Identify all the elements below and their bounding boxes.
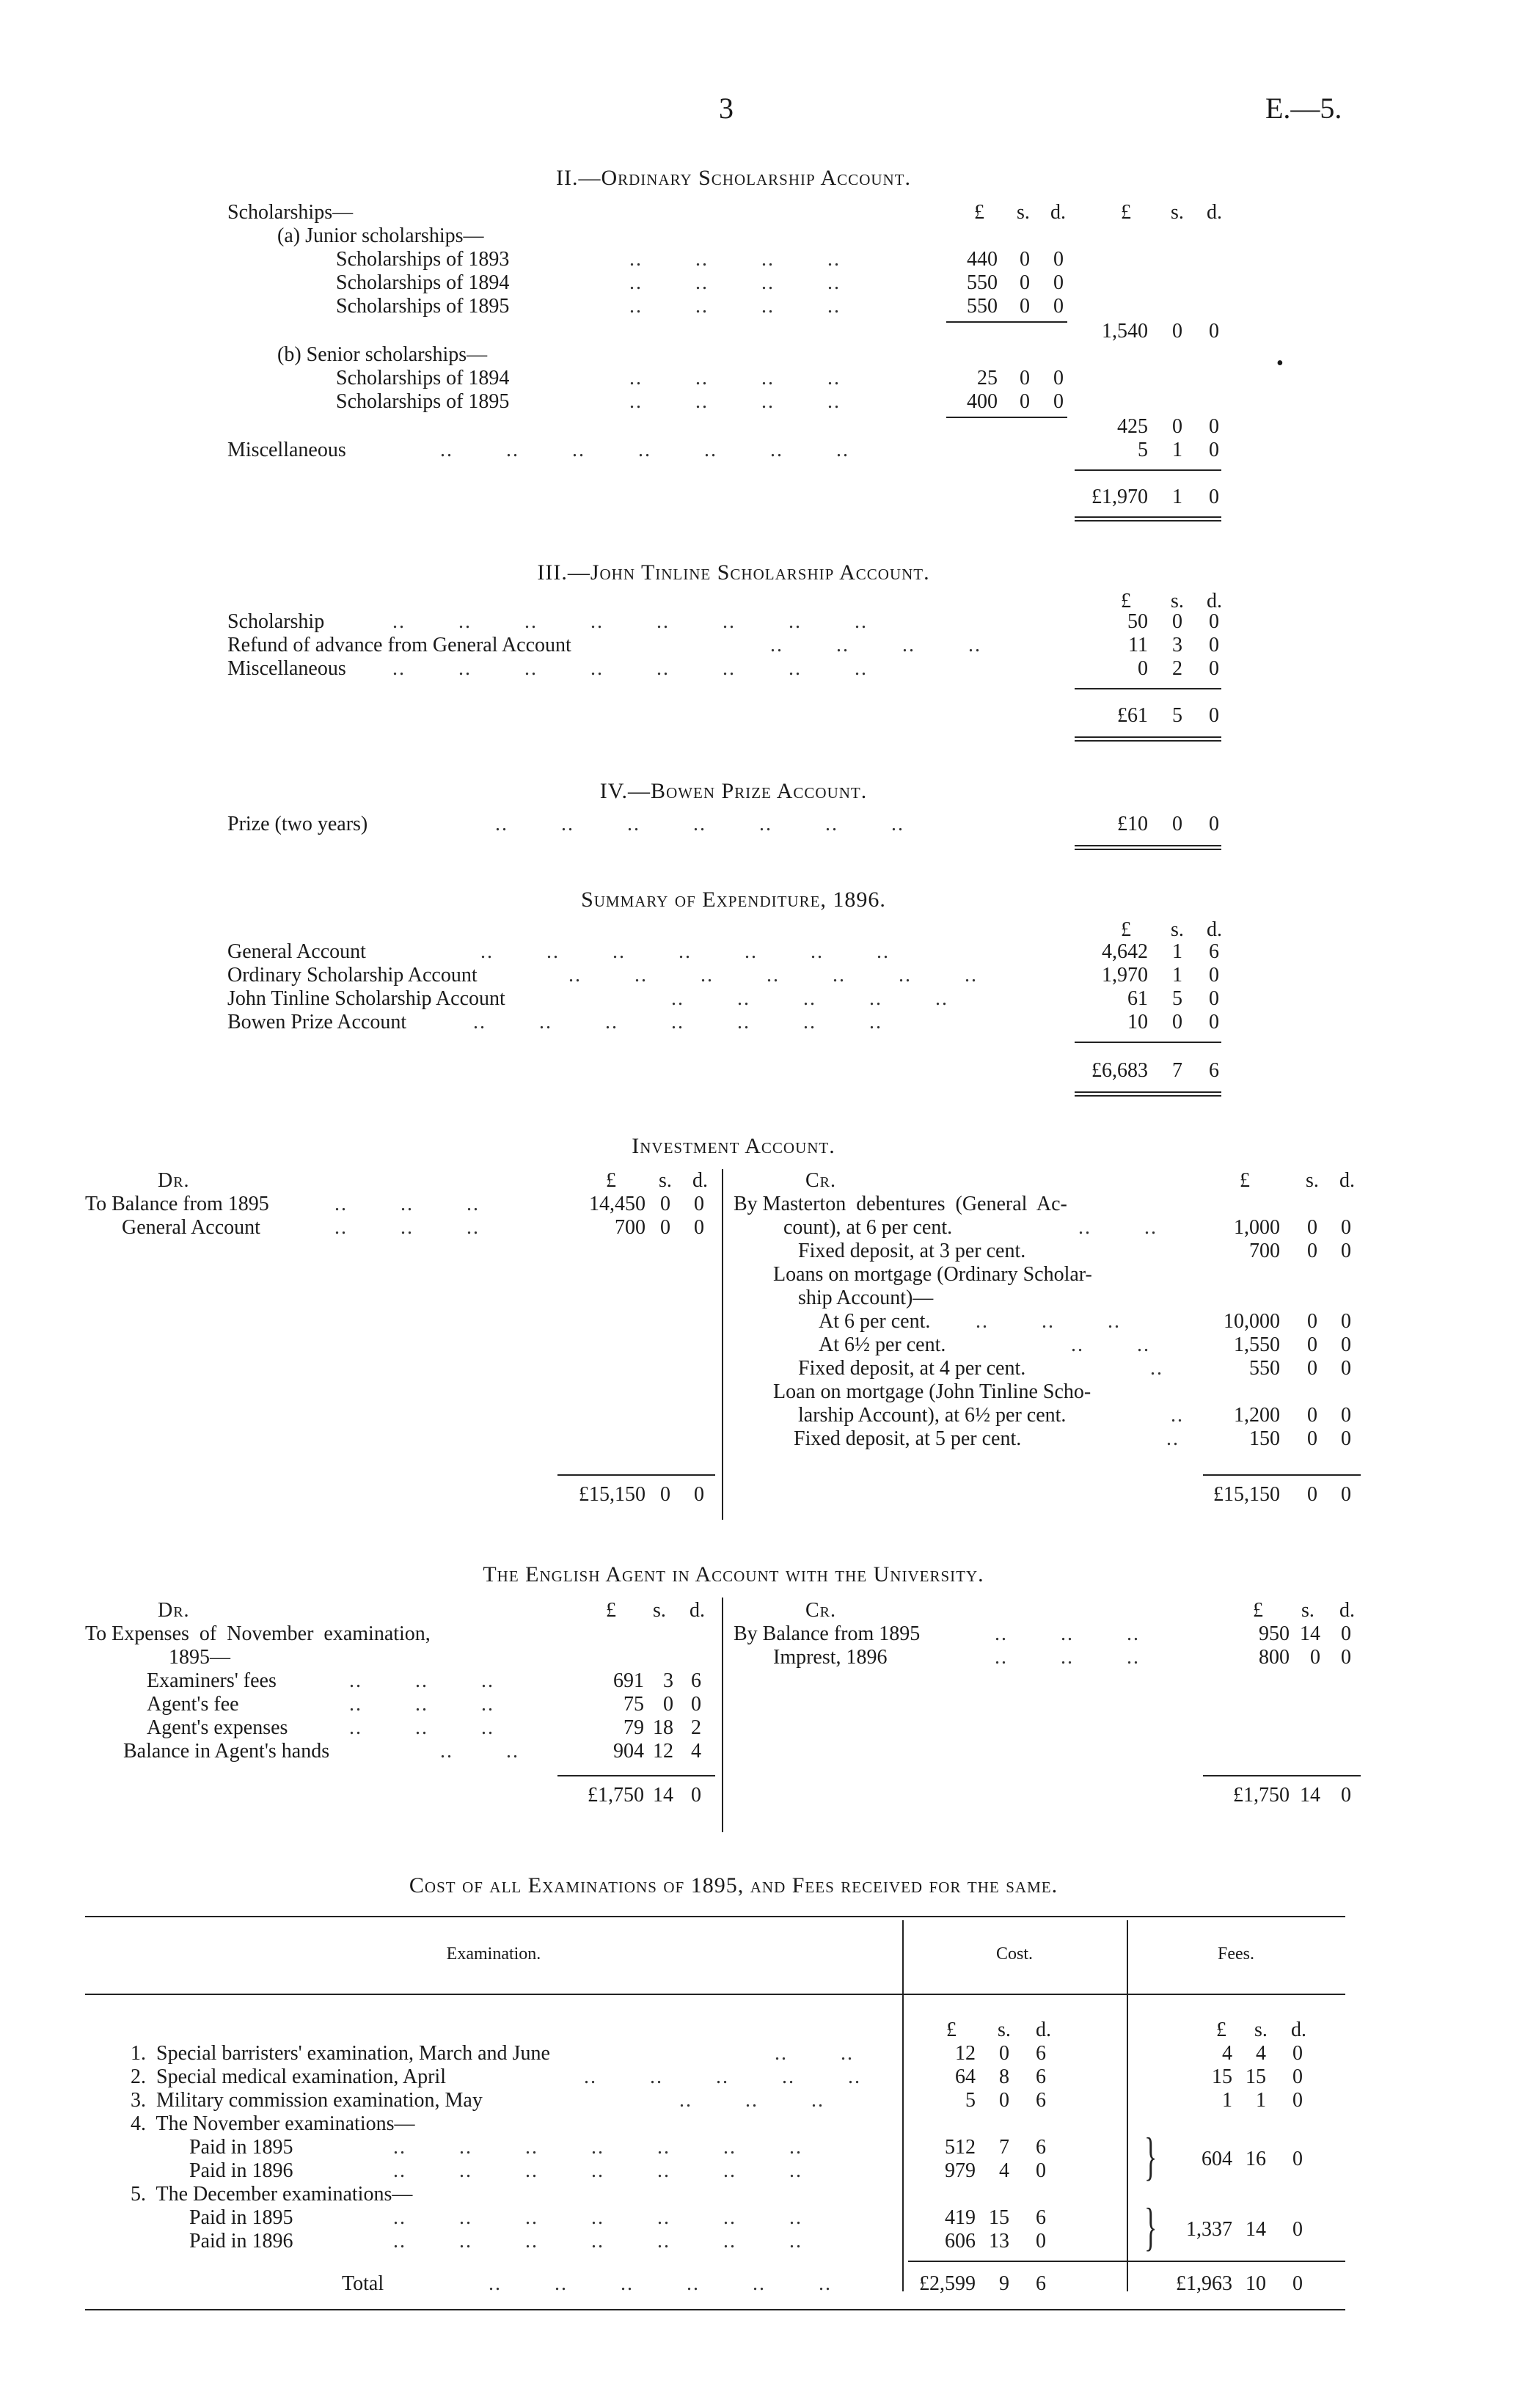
exam-row-fees-pence: 0: [1292, 2065, 1303, 2088]
agent-dr-total-pence: 0: [691, 1784, 701, 1807]
inv-dr-total-shillings: 0: [660, 1483, 670, 1506]
senior-row-pounds: 400: [967, 390, 998, 413]
exam-row-cost-shillings: 0: [999, 2042, 1009, 2065]
senior-total-shillings: 0: [1172, 415, 1182, 438]
summary-row-pence: 0: [1209, 987, 1219, 1010]
exam-row-fees-shillings: 1: [1256, 2089, 1266, 2112]
inv-cr-total-pence: 0: [1341, 1483, 1351, 1506]
inv-cr-line: Loan on mortgage (John Tinline Scho-: [773, 1380, 1091, 1403]
col-pounds-header: £: [1240, 1169, 1250, 1192]
col-pence-header: d.: [1291, 2019, 1306, 2041]
inv-cr-pounds: 550: [1249, 1357, 1280, 1380]
col-pounds-header: £: [1253, 1599, 1263, 1622]
agent-dr-total-shillings: 14: [653, 1784, 673, 1807]
agent-dr-total-pounds: £1,750: [588, 1784, 644, 1807]
agent-cr-total-shillings: 14: [1300, 1784, 1320, 1807]
summary-row-shillings: 5: [1172, 987, 1182, 1010]
header-cost: Cost.: [995, 1944, 1033, 1964]
agent-cr-row-pence: 0: [1341, 1622, 1351, 1645]
total-cost-pence: 6: [1036, 2272, 1046, 2295]
senior-row-label: Scholarships of 1895: [336, 390, 510, 413]
agent-cr-row-label: Imprest, 1896: [773, 1646, 888, 1669]
agent-dr-heading: 1895—: [169, 1646, 230, 1669]
col-pence-header: d.: [692, 1169, 708, 1192]
agent-dr-row-label: Agent's expenses: [147, 1716, 288, 1739]
double-rule: [1075, 845, 1221, 850]
tinline-row-pounds: 11: [1128, 634, 1148, 656]
summary-total-shillings: 7: [1172, 1059, 1182, 1082]
inv-cr-pounds: 150: [1249, 1427, 1280, 1450]
december-label: 5. The December examinations—: [131, 2183, 413, 2206]
dec-row-cost-pounds: 419: [945, 2206, 976, 2229]
summary-row-label: General Account: [227, 940, 366, 963]
inv-cr-line: Fixed deposit, at 4 per cent.: [798, 1357, 1026, 1380]
section-title-tinline: III.—John Tinline Scholarship Account.: [537, 560, 930, 585]
col-pounds-header: £: [606, 1169, 616, 1192]
summary-row-shillings: 1: [1172, 940, 1182, 963]
col-pence-header: d.: [690, 1599, 705, 1622]
agent-cr-row-pence: 0: [1341, 1646, 1351, 1669]
senior-row-pence: 0: [1053, 390, 1064, 413]
junior-row-shillings: 0: [1020, 295, 1030, 318]
inv-cr-pence: 0: [1341, 1240, 1351, 1262]
agent-dr-heading: To Expenses of November examination,: [85, 1622, 431, 1645]
col-shillings-header: s.: [1306, 1169, 1319, 1192]
inv-dr-row-shillings: 0: [660, 1216, 670, 1239]
total-rule: [557, 1474, 715, 1476]
inv-dr-row-pounds: 14,450: [589, 1193, 646, 1215]
table-column-divider: [902, 1920, 904, 2291]
col-pence-header: d.: [1050, 201, 1066, 224]
total-rule: [557, 1775, 715, 1776]
scholarships-label: Scholarships—: [227, 201, 354, 224]
brace-icon: }: [1144, 2197, 1158, 2256]
inv-cr-total-shillings: 0: [1307, 1483, 1317, 1506]
document-page: 3 E.—5. II.—Ordinary Scholarship Account. £ s. d. £ s. d. Scholarships— (a) Junior scholarships— Scholarships of 1893 .. .. .. .. 440 0 0 Scholarships of 1894 .. .. .. .. 550 0 0 Scholarships of 1895 .. .. .. .. 550 0 0 1,540 0 0 (b) Senior scholarships— • Scholarships of 1894 .. .. .. .. 25 0 0 Scholarships of 1895 .. .. .. .. 400 0 0 425 0 0 Miscellaneous .. .. .. .. .. .. .. 5 1 0 £1,970 1 0 III.—John Tinline Scholarship Account. £ s. d. Scholarship .. .. .. .. .. .. .. .. 50 0 0 Refund of advance from General Account .. .. .. .. 11 3 0 Miscellaneous .. .. .. .. .. .. .. .. 0 2 0 £61 5 0 IV.—Bowen Prize Account. Prize (two years) .. .. .. .. .. .. .. £10 0 0 Summary of Expenditure, 1896. £ s. d. General Account .. .. .. .. .. .. .. 4,642 1 6 Ordinary Scholarship Account .. .. .. .. .. .. .. 1,970 1 0 John Tinline Scholarship Account .. .. .. .. .. 61 5 0 Bowen Prize Account .. .. .. .. .. .. .. 10 0 0 £6,683 7 6 Investment Account. Dr. £ s. d. To Balance from 1895 .. .. .. 14,450 0 0 General Account .. .. .. 700 0 0 £15,150 0 0 Cr. £ s. d. By Masterton debentures (General Ac- count), at 6 per cent. .. .. 1,000 0 0 Fixed deposit, at 3 per cent. 700 0 0 Loans on mortgage (Ordinary Scholar- ship Account)— At 6 per cent. .. .. .. 10,000 0 0 At 6½ per cent. .. .. 1,550 0 0 Fixed deposit, at 4 per cent. .. 550 0 0 Loan on mortgage (John Tinline Scho- larship Account), at 6½ per cent. .. 1,200 0 0 Fixed deposit, at 5 per cent. .. 150 0 0 £15,150 0 0 The English Agent in Account with the University. Dr. £ s. d. To Expenses of November examination, 1895— Examiners' fees .. .. .. 691 3 6 Agent's fee .. .. .. 75 0 0 Agent's expenses .. .. .. 79 18 2 Balance in Agent's hands .. .. 904 12 4 £1,750 14 0 Cr. £ s. d. By Balance from 1895 .. .. .. 950 14 0 Imprest, 1896 .. .. .. 800 0 0 £1,750 14 0 Cost of all Examinations of 1895, and Fees received for the same. Examination. Cost. Fees. £ s. d. £ s. d. 1. Special barristers' examination, March and June .. .. 12 0 6 4 4 0 2. Special medical examination, April .. .. .. .. .. 64 8 6 15 15 0 3. Military commission examination, May .. .. .. 5 0 6 1 1 0 4. The November examinations— Paid in 1895 .. .. .. .. .. .. .. 512 7 6 Paid in 1896 .. .. .. .. .. .. .. 979 4 0 } 604 16 0 5. The December examinations— Paid in 1895 .. .. .. .. .. .. .. 419 15 6 Paid in 1896 .. .. .. .. .. .. .. 606 13 0 } 1,337 14 0 Total .. .. .. .. .. .. £2,599 9 6 £1,963 10 0: [0, 0, 1525, 2408]
nov-fees-pence: 0: [1292, 2148, 1303, 2170]
subtotal-rule: [946, 321, 1067, 323]
misc-label: Miscellaneous: [227, 439, 346, 461]
tinline-row-pence: 0: [1209, 634, 1219, 656]
total-fees-pounds: £1,963: [1176, 2272, 1232, 2295]
agent-dr-row-pence: 6: [691, 1669, 701, 1692]
col-pence-header: d.: [1339, 1599, 1355, 1622]
agent-dr-row-label: Agent's fee: [147, 1693, 239, 1716]
dec-fees-pounds: 1,337: [1186, 2218, 1232, 2241]
inv-cr-shillings: 0: [1307, 1427, 1317, 1450]
tinline-row-shillings: 2: [1172, 657, 1182, 680]
senior-row-pounds: 25: [977, 367, 998, 389]
agent-cr-total-pence: 0: [1341, 1784, 1351, 1807]
brace-icon: }: [1144, 2127, 1158, 2186]
agent-cr-row-label: By Balance from 1895: [734, 1622, 921, 1645]
misc-shillings: 1: [1172, 439, 1182, 461]
summary-row-pounds: 1,970: [1102, 964, 1148, 987]
misc-pounds: 5: [1138, 439, 1148, 461]
inv-cr-total-pounds: £15,150: [1213, 1483, 1280, 1506]
dec-row-cost-shillings: 13: [989, 2230, 1009, 2253]
stray-mark: •: [1276, 352, 1284, 375]
dec-row-cost-pence: 0: [1036, 2230, 1046, 2253]
agent-cr-total-pounds: £1,750: [1233, 1784, 1290, 1807]
col-pence-header: d.: [1207, 201, 1222, 224]
senior-row-label: Scholarships of 1894: [336, 367, 510, 389]
tinline-row-label: Refund of advance from General Account: [227, 634, 571, 656]
inv-cr-pence: 0: [1341, 1333, 1351, 1356]
inv-dr-row-label: General Account: [122, 1216, 260, 1239]
debit-label: Dr.: [158, 1169, 190, 1192]
inv-cr-pounds: 10,000: [1224, 1310, 1280, 1333]
tinline-row-pence: 0: [1209, 610, 1219, 633]
dec-row-cost-shillings: 15: [989, 2206, 1009, 2229]
exam-row-cost-shillings: 8: [999, 2065, 1009, 2088]
summary-row-pence: 0: [1209, 1011, 1219, 1033]
inv-cr-pence: 0: [1341, 1216, 1351, 1239]
junior-row-pounds: 440: [967, 248, 998, 271]
dec-row-cost-pounds: 606: [945, 2230, 976, 2253]
summary-row-pence: 0: [1209, 964, 1219, 987]
inv-dr-row-label: To Balance from 1895: [85, 1193, 269, 1215]
col-shillings-header: s.: [1017, 201, 1030, 224]
header-fees: Fees.: [1218, 1944, 1254, 1964]
summary-row-label: Ordinary Scholarship Account: [227, 964, 478, 987]
nov-fees-pounds: 604: [1202, 2148, 1232, 2170]
section-title-investment: Investment Account.: [632, 1134, 835, 1158]
november-label: 4. The November examinations—: [131, 2112, 415, 2135]
section-title-agent: The English Agent in Account with the University.: [483, 1562, 984, 1587]
senior-row-pence: 0: [1053, 367, 1064, 389]
bowen-pounds: £10: [1117, 813, 1148, 835]
section-title-ordinary: II.—Ordinary Scholarship Account.: [555, 166, 912, 190]
exam-row-fees-pounds: 1: [1222, 2089, 1232, 2112]
inv-cr-shillings: 0: [1307, 1404, 1317, 1427]
agent-dr-row-shillings: 18: [653, 1716, 673, 1739]
debit-label: Dr.: [158, 1599, 190, 1622]
account-divider: [722, 1169, 723, 1520]
nov-row-cost-pounds: 512: [945, 2136, 976, 2159]
exam-row-cost-shillings: 0: [999, 2089, 1009, 2112]
col-pounds-header: £: [1121, 201, 1131, 224]
junior-total-pence: 0: [1209, 320, 1219, 343]
col-pence-header: d.: [1036, 2019, 1051, 2041]
exam-row-cost-pounds: 5: [965, 2089, 976, 2112]
col-shillings-header: s.: [1171, 201, 1184, 224]
nov-row-cost-pence: 0: [1036, 2159, 1046, 2182]
inv-cr-line: Fixed deposit, at 3 per cent.: [798, 1240, 1026, 1262]
junior-total-pounds: 1,540: [1102, 320, 1148, 343]
inv-dr-row-shillings: 0: [660, 1193, 670, 1215]
nov-fees-shillings: 16: [1246, 2148, 1266, 2170]
tinline-row-pence: 0: [1209, 657, 1219, 680]
summary-row-pounds: 4,642: [1102, 940, 1148, 963]
agent-dr-row-pounds: 904: [613, 1740, 644, 1763]
total-rule: [1075, 688, 1221, 689]
section-title-cost: Cost of all Examinations of 1895, and Fees received for the same.: [409, 1873, 1058, 1898]
exam-row-fees-shillings: 4: [1256, 2042, 1266, 2065]
section-title-summary: Summary of Expenditure, 1896.: [581, 888, 886, 912]
exam-row-cost-pence: 6: [1036, 2042, 1046, 2065]
total-cost-pounds: £2,599: [919, 2272, 976, 2295]
junior-row-label: Scholarships of 1894: [336, 271, 510, 294]
summary-total-pounds: £6,683: [1091, 1059, 1148, 1082]
col-pounds-header: £: [946, 2019, 957, 2041]
col-pence-header: d.: [1339, 1169, 1355, 1192]
inv-cr-pence: 0: [1341, 1310, 1351, 1333]
summary-row-pounds: 61: [1127, 987, 1148, 1010]
col-shillings-header: s.: [1254, 2019, 1268, 2041]
agent-dr-row-pence: 4: [691, 1740, 701, 1763]
tinline-total-pounds: £61: [1117, 704, 1148, 727]
header-rule: [85, 1994, 1345, 1995]
exam-row-fees-pence: 0: [1292, 2042, 1303, 2065]
col-pence-header: d.: [1207, 918, 1222, 941]
page-number: 3: [719, 92, 734, 125]
agent-dr-row-pounds: 79: [623, 1716, 644, 1739]
nov-row-cost-shillings: 4: [999, 2159, 1009, 2182]
ordinary-total-pence: 0: [1209, 486, 1219, 508]
agent-dr-row-pounds: 691: [613, 1669, 644, 1692]
account-divider: [722, 1598, 723, 1832]
inv-cr-line: By Masterton debentures (General Ac-: [734, 1193, 1067, 1215]
dec-fees-pence: 0: [1292, 2218, 1303, 2241]
junior-row-label: Scholarships of 1895: [336, 295, 510, 318]
exam-row-label: 2. Special medical examination, April: [131, 2065, 446, 2088]
col-shillings-header: s.: [659, 1169, 672, 1192]
inv-cr-shillings: 0: [1307, 1357, 1317, 1380]
bowen-row-label: Prize (two years): [227, 813, 368, 835]
nov-row-label: Paid in 1896: [189, 2159, 293, 2182]
junior-row-pence: 0: [1053, 248, 1064, 271]
agent-dr-row-label: Balance in Agent's hands: [123, 1740, 330, 1763]
col-pounds-header: £: [606, 1599, 616, 1622]
agent-cr-row-pounds: 800: [1259, 1646, 1290, 1669]
credit-label: Cr.: [805, 1599, 837, 1622]
inv-dr-row-pounds: 700: [615, 1216, 646, 1239]
col-shillings-header: s.: [998, 2019, 1011, 2041]
exam-row-fees-pounds: 15: [1212, 2065, 1232, 2088]
tinline-row-pounds: 0: [1138, 657, 1148, 680]
inv-dr-row-pence: 0: [694, 1193, 704, 1215]
summary-row-label: John Tinline Scholarship Account: [227, 987, 505, 1010]
inv-cr-shillings: 0: [1307, 1216, 1317, 1239]
exam-row-cost-pence: 6: [1036, 2065, 1046, 2088]
col-shillings-header: s.: [653, 1599, 666, 1622]
inv-cr-line: ship Account)—: [798, 1287, 934, 1309]
dec-row-cost-pence: 6: [1036, 2206, 1046, 2229]
agent-dr-row-shillings: 0: [663, 1693, 673, 1716]
ordinary-total-pounds: £1,970: [1091, 486, 1148, 508]
inv-cr-line: larship Account), at 6½ per cent.: [798, 1404, 1067, 1427]
summary-row-pounds: 10: [1127, 1011, 1148, 1033]
inv-cr-pence: 0: [1341, 1357, 1351, 1380]
tinline-row-label: Miscellaneous: [227, 657, 346, 680]
inv-cr-line: At 6 per cent.: [819, 1310, 931, 1333]
junior-row-shillings: 0: [1020, 271, 1030, 294]
exam-row-cost-pounds: 12: [955, 2042, 976, 2065]
tinline-row-label: Scholarship: [227, 610, 325, 633]
senior-total-pence: 0: [1209, 415, 1219, 438]
agent-dr-row-pence: 0: [691, 1693, 701, 1716]
nov-row-cost-shillings: 7: [999, 2136, 1009, 2159]
table-column-divider: [1127, 1920, 1128, 2291]
total-fees-pence: 0: [1292, 2272, 1303, 2295]
total-rule: [1075, 1042, 1221, 1043]
double-rule: [1075, 516, 1221, 522]
exam-row-label: 3. Military commission examination, May: [131, 2089, 483, 2112]
inv-cr-pounds: 1,550: [1234, 1333, 1280, 1356]
summary-row-shillings: 1: [1172, 964, 1182, 987]
exam-row-cost-pence: 6: [1036, 2089, 1046, 2112]
total-rule: [1203, 1775, 1361, 1776]
inv-cr-pounds: 1,000: [1234, 1216, 1280, 1239]
agent-dr-row-pence: 2: [691, 1716, 701, 1739]
inv-cr-pounds: 700: [1249, 1240, 1280, 1262]
header-examination: Examination.: [446, 1944, 541, 1964]
agent-dr-row-pounds: 75: [623, 1693, 644, 1716]
inv-cr-pence: 0: [1341, 1404, 1351, 1427]
total-rule: [1203, 1474, 1361, 1476]
tinline-row-shillings: 3: [1172, 634, 1182, 656]
nov-row-label: Paid in 1895: [189, 2136, 293, 2159]
inv-dr-total-pounds: £15,150: [579, 1483, 646, 1506]
inv-cr-line: At 6½ per cent.: [819, 1333, 946, 1356]
exam-row-fees-shillings: 15: [1246, 2065, 1266, 2088]
dec-row-label: Paid in 1896: [189, 2230, 293, 2253]
ordinary-total-shillings: 1: [1172, 486, 1182, 508]
exam-row-fees-pence: 0: [1292, 2089, 1303, 2112]
table-top-rule: [85, 1916, 1345, 1917]
dec-fees-shillings: 14: [1246, 2218, 1266, 2241]
junior-row-pounds: 550: [967, 295, 998, 318]
bowen-pence: 0: [1209, 813, 1219, 835]
inv-cr-line: Loans on mortgage (Ordinary Scholar-: [773, 1263, 1092, 1286]
col-shillings-header: s.: [1171, 590, 1184, 612]
senior-label: (b) Senior scholarships—: [277, 343, 488, 366]
col-pence-header: d.: [1207, 590, 1222, 612]
section-title-bowen: IV.—Bowen Prize Account.: [599, 779, 868, 803]
col-pounds-header: £: [1216, 2019, 1226, 2041]
agent-dr-row-shillings: 12: [653, 1740, 673, 1763]
total-fees-shillings: 10: [1246, 2272, 1266, 2295]
summary-row-shillings: 0: [1172, 1011, 1182, 1033]
junior-row-pounds: 550: [967, 271, 998, 294]
exam-row-fees-pounds: 4: [1222, 2042, 1232, 2065]
double-rule: [1075, 1091, 1221, 1097]
nov-row-cost-pounds: 979: [945, 2159, 976, 2182]
total-cost-shillings: 9: [999, 2272, 1009, 2295]
inv-cr-shillings: 0: [1307, 1310, 1317, 1333]
summary-row-label: Bowen Prize Account: [227, 1011, 407, 1033]
exam-row-cost-pounds: 64: [955, 2065, 976, 2088]
tinline-row-shillings: 0: [1172, 610, 1182, 633]
double-rule: [1075, 736, 1221, 742]
tinline-total-shillings: 5: [1172, 704, 1182, 727]
subtotal-rule: [946, 417, 1067, 418]
total-label: Total: [342, 2272, 384, 2295]
agent-dr-row-label: Examiners' fees: [147, 1669, 277, 1692]
inv-cr-pence: 0: [1341, 1427, 1351, 1450]
junior-row-shillings: 0: [1020, 248, 1030, 271]
junior-row-label: Scholarships of 1893: [336, 248, 510, 271]
col-shillings-header: s.: [1301, 1599, 1314, 1622]
col-pounds-header: £: [1121, 590, 1131, 612]
summary-row-pence: 6: [1209, 940, 1219, 963]
inv-cr-shillings: 0: [1307, 1240, 1317, 1262]
junior-total-shillings: 0: [1172, 320, 1182, 343]
total-rule: [908, 2261, 1345, 2262]
misc-pence: 0: [1209, 439, 1219, 461]
agent-cr-row-shillings: 0: [1310, 1646, 1320, 1669]
junior-row-pence: 0: [1053, 271, 1064, 294]
col-shillings-header: s.: [1171, 918, 1184, 941]
inv-dr-total-pence: 0: [694, 1483, 704, 1506]
dec-row-label: Paid in 1895: [189, 2206, 293, 2229]
inv-cr-shillings: 0: [1307, 1333, 1317, 1356]
tinline-row-pounds: 50: [1127, 610, 1148, 633]
agent-dr-row-shillings: 3: [663, 1669, 673, 1692]
inv-cr-line: count), at 6 per cent.: [783, 1216, 953, 1239]
junior-row-pence: 0: [1053, 295, 1064, 318]
exam-row-label: 1. Special barristers' examination, March and June: [131, 2042, 550, 2065]
inv-cr-line: Fixed deposit, at 5 per cent.: [794, 1427, 1022, 1450]
junior-label: (a) Junior scholarships—: [277, 224, 484, 247]
col-pounds-header: £: [974, 201, 984, 224]
senior-row-shillings: 0: [1020, 390, 1030, 413]
agent-cr-row-pounds: 950: [1259, 1622, 1290, 1645]
summary-total-pence: 6: [1209, 1059, 1219, 1082]
inv-dr-row-pence: 0: [694, 1216, 704, 1239]
agent-cr-row-shillings: 14: [1300, 1622, 1320, 1645]
nov-row-cost-pence: 6: [1036, 2136, 1046, 2159]
credit-label: Cr.: [805, 1169, 837, 1192]
senior-row-shillings: 0: [1020, 367, 1030, 389]
tinline-total-pence: 0: [1209, 704, 1219, 727]
col-pounds-header: £: [1121, 918, 1131, 941]
inv-cr-pounds: 1,200: [1234, 1404, 1280, 1427]
bowen-shillings: 0: [1172, 813, 1182, 835]
senior-total-pounds: 425: [1117, 415, 1148, 438]
total-rule: [1075, 469, 1221, 471]
table-bottom-rule: [85, 2309, 1345, 2310]
document-reference: E.—5.: [1265, 92, 1342, 125]
